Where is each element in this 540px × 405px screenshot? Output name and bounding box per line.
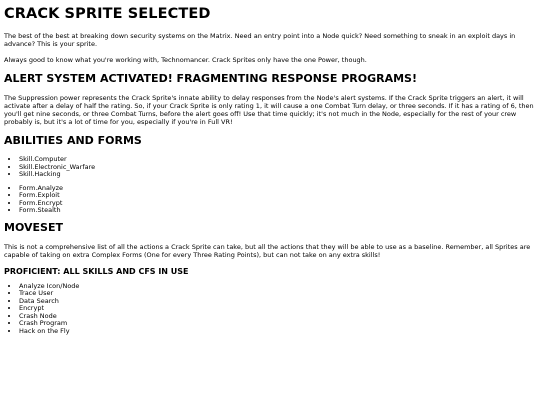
list-item: • Hack on the Fly [19, 328, 536, 336]
list-item: • Form.Analyze [19, 185, 536, 193]
list-item: • Trace User [19, 290, 536, 298]
proficient-heading: PROFICIENT: ALL SKILLS AND CFS IN USE [4, 266, 189, 276]
list-item: • Form.Encrypt [19, 200, 536, 208]
list-item: • Encrypt [19, 305, 536, 313]
alert-heading: ALERT SYSTEM ACTIVATED! FRAGMENTING RESPONSE PROGRAMS! [4, 72, 417, 85]
list-item: • Form.Stealth [19, 207, 536, 215]
list-item: • Crash Program [19, 320, 536, 328]
page-title: CRACK SPRITE SELECTED [4, 6, 211, 22]
moveset-heading: MOVESET [4, 220, 63, 234]
list-item: • Skill.Computer [19, 156, 536, 164]
intro-paragraph-1: The best of the best at breaking down security systems on the Matrix. Need an entry point into a Node quick? Need something to sneak in an exploit days in advance? This is your sprite. [4, 32, 516, 48]
list-item: • Skill.Hacking [19, 171, 536, 179]
list-item: • Analyze Icon/Node [19, 283, 536, 291]
list-item: • Data Search [19, 298, 536, 306]
intro-paragraph-2: Always good to know what you're working with, Technomancer. Crack Sprites only have the one Power, though. [4, 56, 367, 64]
list-item: • Skill.Electronic_Warfare [19, 164, 536, 172]
list-item: • Crash Node [19, 313, 536, 321]
list-item: • Form.Exploit [19, 192, 536, 200]
skills-list [4, 156, 536, 179]
proficient-list [4, 283, 536, 336]
alert-paragraph: The Suppression power represents the Crack Sprite's innate ability to delay responses from the Node's alert systems. If the Crack Sprite triggers an alert, it will activate after a delay of half the rating. So, if your Crack Sprite is only rating 1, it will cause a one Combat Turn delay, or three seconds. If it has a rating of 6, then you'll get nine seconds, or three Combat Turns, before the alert goes off! Use that time quickly; it's not much in the Node, especially for the rest of your crew probably is, but it's a lot of time for you, especially if you're in Full VR! [4, 94, 534, 126]
forms-list [4, 185, 536, 215]
abilities-heading: ABILITIES AND FORMS [4, 134, 142, 147]
moveset-paragraph: This is not a comprehensive list of all the actions a Crack Sprite can take, but all the actions that they will be able to use as a baseline. Remember, all Sprites are capable of taking on extra Complex Forms (One for every Three Rating Points), but can not take on any extra skills! [4, 242, 531, 259]
